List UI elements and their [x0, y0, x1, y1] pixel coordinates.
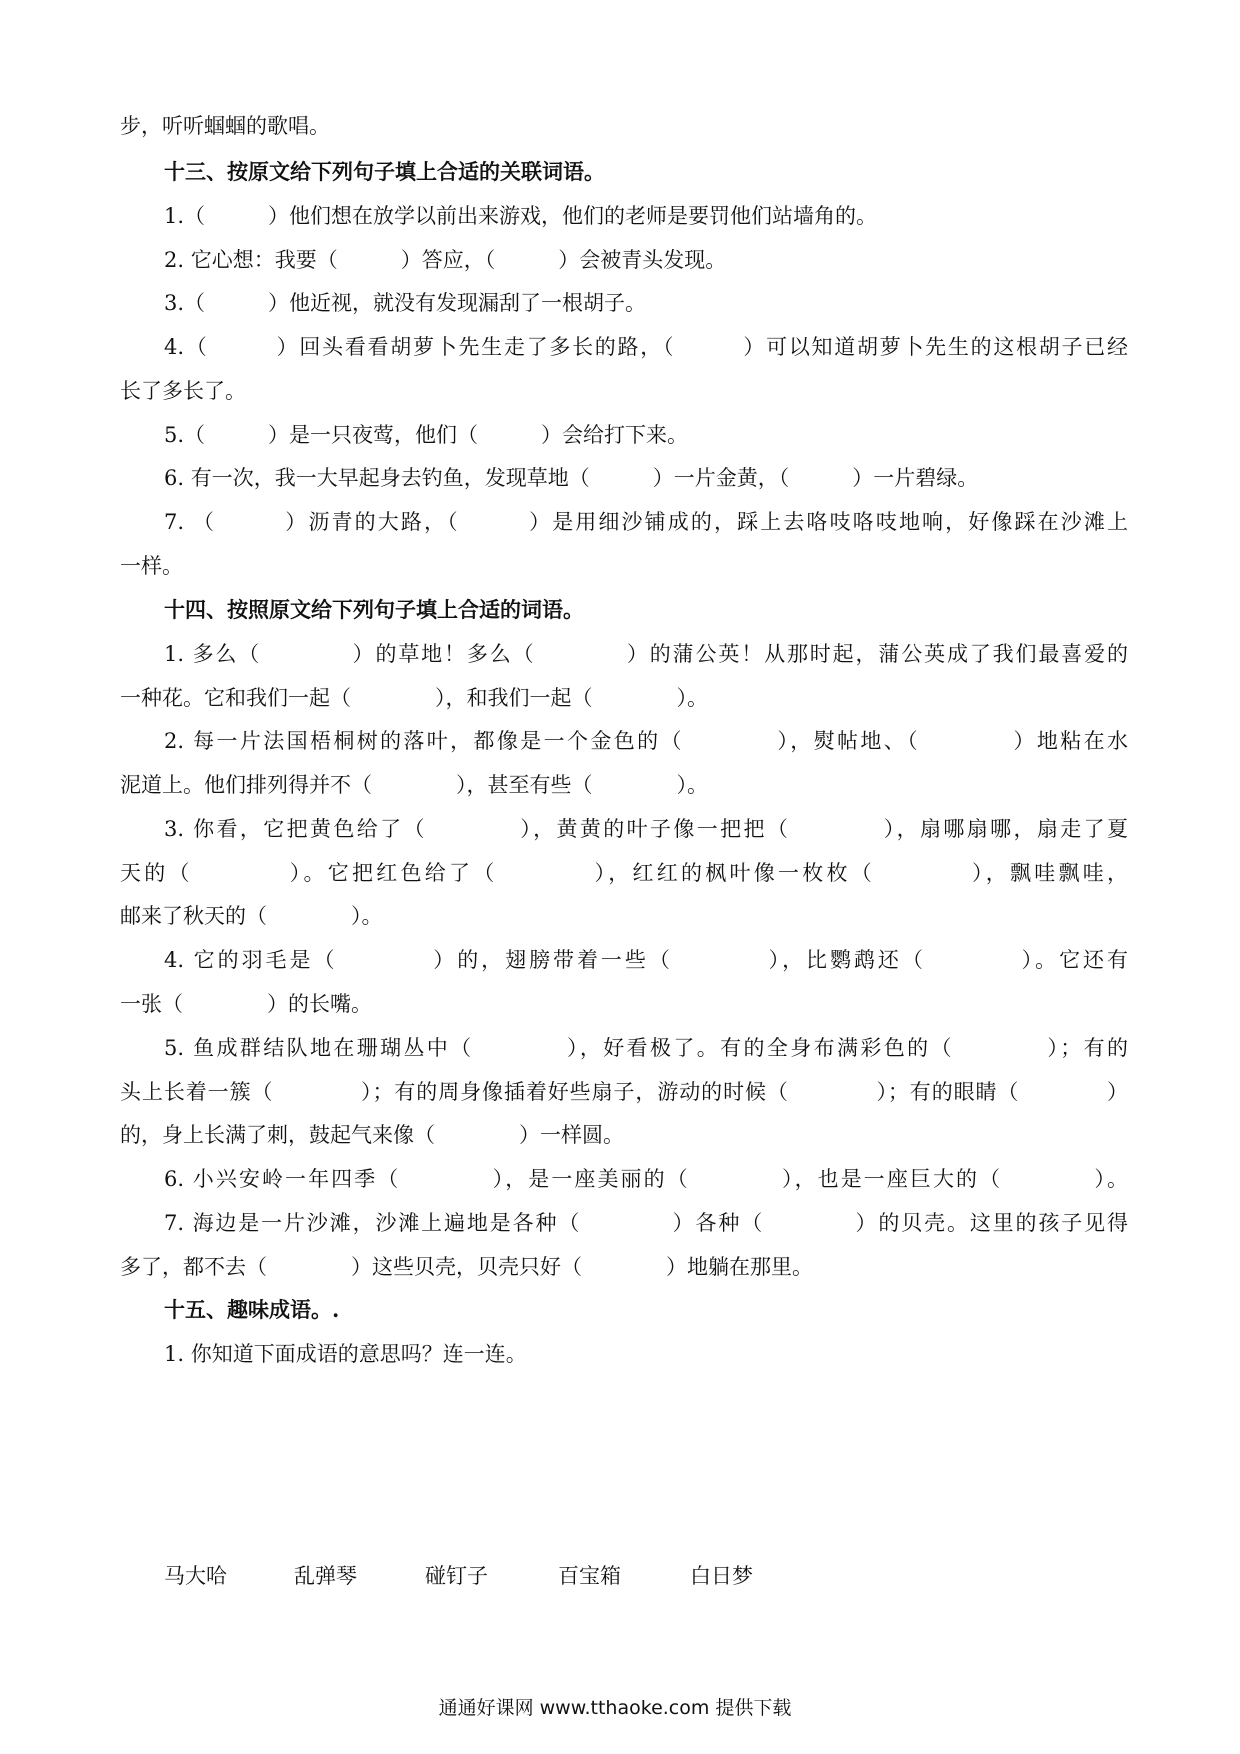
question-13-7-continued: 一样。 — [120, 554, 183, 578]
question-14-7-continued: 多了，都不去（ ）这些贝壳，贝壳只好（ ）地躺在那里。 — [120, 1255, 813, 1279]
question-14-4-continued: 一张（ ）的长嘴。 — [120, 992, 372, 1016]
question-13-4: 4.（ ）回头看看胡萝卜先生走了多长的路，（ ）可以知道胡萝卜先生的这根胡子已经 — [164, 335, 1128, 359]
question-14-2-continued: 泥道上。他们排列得并不（ ），甚至有些（ ）。 — [120, 773, 708, 797]
question-13-3: 3.（ ）他近视，就没有发现漏刮了一根胡子。 — [164, 291, 647, 315]
question-14-3-continued: 天的（ ）。它把红色给了（ ），红红的枫叶像一枚枚（ ），飘哇飘哇， — [120, 861, 1128, 885]
question-14-1-continued: 一种花。它和我们一起（ ），和我们一起（ ）。 — [120, 686, 708, 710]
idiom-item: 碰钉子 — [425, 1564, 488, 1588]
question-14-5-continued-2: 的，身上长满了刺，鼓起气来像（ ）一样圆。 — [120, 1123, 624, 1147]
question-13-5: 5.（ ）是一只夜莺，他们（ ）会给打下来。 — [164, 423, 689, 447]
section-14-heading: 十四、按照原文给下列句子填上合适的词语。 — [164, 597, 584, 622]
section-15-heading: 十五、趣味成语。. — [164, 1297, 340, 1322]
idiom-item: 白日梦 — [690, 1564, 753, 1588]
section-13-heading: 十三、按原文给下列句子填上合适的关联词语。 — [164, 159, 605, 184]
question-14-1: 1. 多么（ ）的草地！多么（ ）的蒲公英！从那时起，蒲公英成了我们最喜爱的 — [164, 642, 1128, 666]
question-13-1: 1.（ ）他们想在放学以前出来游戏，他们的老师是要罚他们站墙角的。 — [164, 204, 878, 228]
page-footer: 通通好课网 www.tthaoke.com 提供下载 — [438, 1697, 792, 1719]
idiom-item: 乱弹琴 — [294, 1564, 357, 1588]
continued-text-line: 步，听听蝈蝈的歌唱。 — [120, 114, 330, 138]
question-14-5-continued: 头上长着一簇（ ）；有的周身像插着好些扇子，游动的时候（ ）；有的眼睛（ ） — [120, 1080, 1128, 1104]
question-14-3: 3. 你看，它把黄色给了（ ），黄黄的叶子像一把把（ ），扇哪扇哪，扇走了夏 — [164, 817, 1128, 841]
idiom-list — [0, 1556, 1240, 1596]
question-13-6: 6. 有一次，我一大早起身去钓鱼，发现草地（ ）一片金黄，（ ）一片碧绿。 — [164, 466, 979, 490]
question-13-4-continued: 长了多长了。 — [120, 379, 246, 403]
question-14-2: 2. 每一片法国梧桐树的落叶，都像是一个金色的（ ），熨帖地、（ ）地粘在水 — [164, 729, 1128, 753]
question-14-5: 5. 鱼成群结队地在珊瑚丛中（ ），好看极了。有的全身布满彩色的（ ）；有的 — [164, 1036, 1128, 1060]
question-13-7: 7. （ ）沥青的大路，（ ）是用细沙铺成的，踩上去咯吱咯吱地响，好像踩在沙滩上 — [164, 510, 1128, 534]
question-14-7: 7. 海边是一片沙滩，沙滩上遍地是各种（ ）各种（ ）的贝壳。这里的孩子见得 — [164, 1211, 1128, 1235]
question-14-6: 6. 小兴安岭一年四季（ ），是一座美丽的（ ），也是一座巨大的（ ）。 — [164, 1167, 1128, 1191]
idiom-item: 百宝箱 — [558, 1564, 621, 1588]
idiom-item: 马大哈 — [164, 1564, 227, 1588]
question-14-4: 4. 它的羽毛是（ ）的，翅膀带着一些（ ），比鹦鹉还（ ）。它还有 — [164, 948, 1128, 972]
question-14-3-continued-2: 邮来了秋天的（ ）。 — [120, 904, 383, 928]
question-15-1: 1. 你知道下面成语的意思吗？连一连。 — [164, 1342, 527, 1366]
question-13-2: 2. 它心想：我要（ ）答应，（ ）会被青头发现。 — [164, 248, 727, 272]
